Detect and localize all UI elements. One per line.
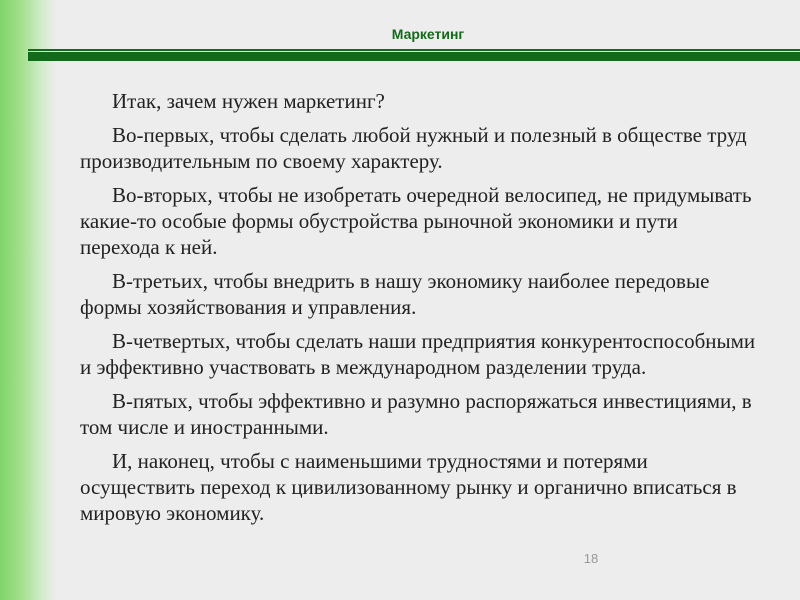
slide-title: Маркетинг bbox=[391, 26, 465, 42]
paragraph-first-reason: Во-первых, чтобы сделать любой нужный и полезный в обществе труд производительным по своему характеру. bbox=[80, 123, 747, 173]
page-number: 18 bbox=[583, 551, 599, 566]
paragraph-third-reason: В-третьих, чтобы внедрить в нашу экономику наиболее передовые формы хозяйствования и управления. bbox=[80, 269, 710, 319]
paragraph-intro-question: Итак, зачем нужен маркетинг? bbox=[112, 89, 385, 113]
title-divider-thin bbox=[28, 49, 800, 51]
slide-body bbox=[80, 88, 760, 534]
side-decor-bar bbox=[0, 0, 56, 600]
paragraph-fifth-reason: В-пятых, чтобы эффективно и разумно распоряжаться инвестициями, в том числе и иностранными. bbox=[80, 389, 752, 439]
title-divider-thick bbox=[28, 52, 800, 61]
paragraph-fourth-reason: В-четвертых, чтобы сделать наши предприятия конкурентоспособными и эффективно участвовать в международном разделении труда. bbox=[80, 329, 756, 379]
paragraph-final-reason: И, наконец, чтобы с наименьшими трудностями и потерями осуществить переход к цивилизованному рынку и органично вписаться в мировую экономику. bbox=[80, 449, 737, 525]
paragraph-second-reason: Во-вторых, чтобы не изобретать очередной велосипед, не придумывать какие-то особые формы обустройства рыночной экономики и пути перехода к ней. bbox=[80, 183, 752, 259]
